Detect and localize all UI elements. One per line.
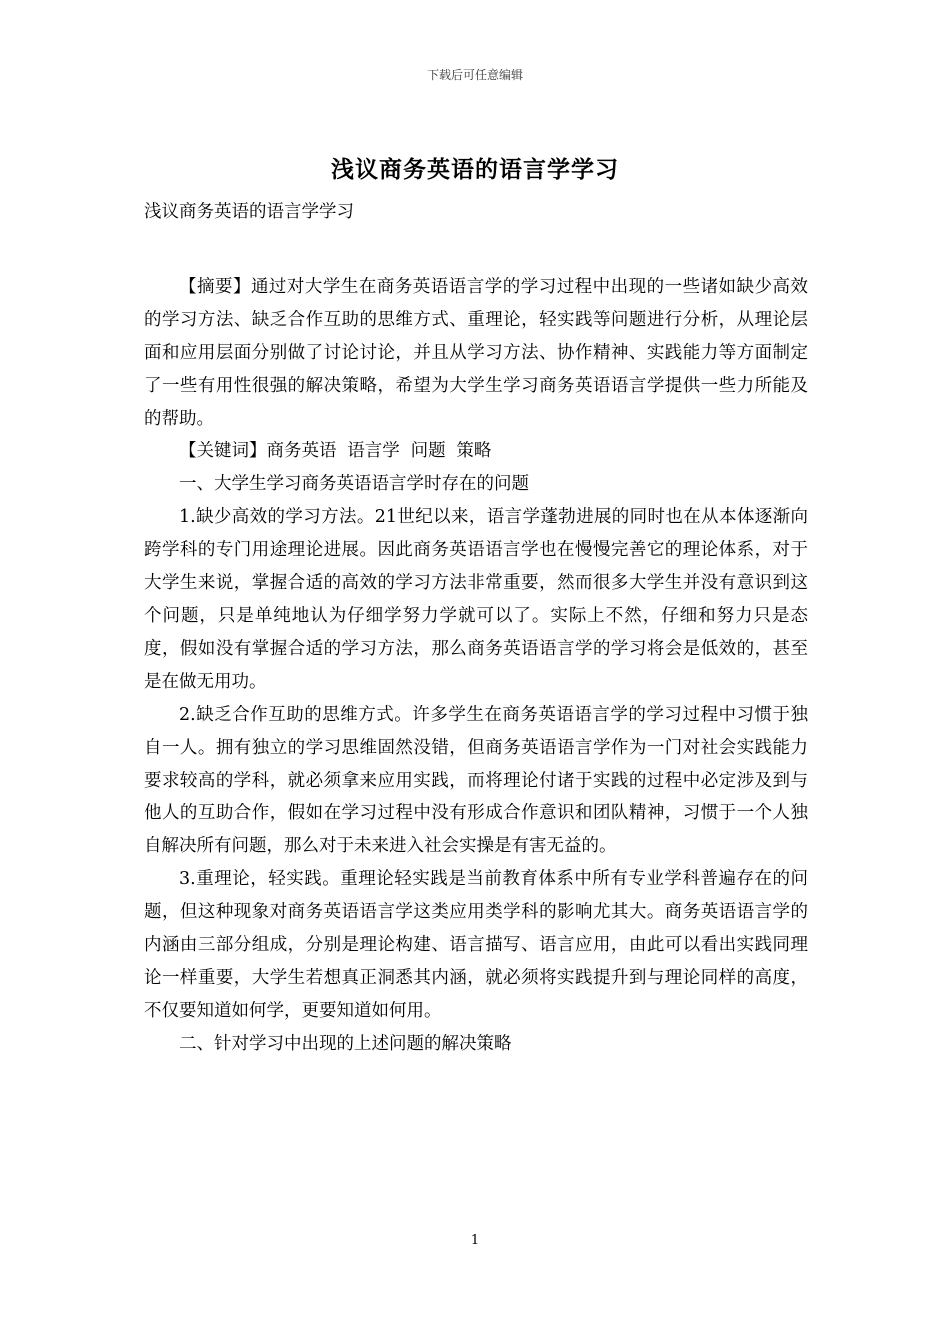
section-heading-1: 一、大学生学习商务英语语言学时存在的问题 [179, 474, 529, 495]
point-1-paragraph: 1.缺少高效的学习方法。21世纪以来，语言学蓬勃进展的同时也在从本体逐渐向跨学科的专门用途理论进展。因此商务英语语言学也在慢慢完善它的理论体系，对于大学生来说，掌握合适的高效的学习方法非常重要，然而很多大学生并没有意识到这个问题，只是单纯地认为仔细学努力学就可以了。实际上不然，仔细和努力只是态度，假如没有掌握合适的学习方法，那么商务英语语言学的学习将会是低效的，甚至是在做无用功。 [144, 507, 808, 692]
keywords-paragraph: 【关键词】商务英语 语言学 问题 策略 [179, 441, 492, 462]
document-title: 浅议商务英语的语言学学习 [331, 156, 619, 183]
document-body [144, 196, 808, 1061]
page-header: 下载后可任意编辑 [426, 68, 523, 82]
abstract-paragraph: 【摘要】通过对大学生在商务英语语言学的学习过程中出现的一些诸如缺少高效的学习方法、缺乏合作互助的思维方式、重理论，轻实践等问题进行分析，从理论层面和应用层面分别做了讨论讨论，并且从学习方法、协作精神、实践能力等方面制定了一些有用性很强的解决策略，希望为大学生学习商务英语语言学提供一些力所能及的帮助。 [144, 276, 808, 429]
point-2-paragraph: 2.缺乏合作互助的思维方式。许多学生在商务英语语言学的学习过程中习惯于独自一人。拥有独立的学习思维固然没错，但商务英语语言学作为一门对社会实践能力要求较高的学科，就必须拿来应用实践，而将理论付诸于实践的过程中必定涉及到与他人的互助合作，假如在学习过程中没有形成合作意识和团队精神，习惯于一个人独自解决所有问题，那么对于未来进入社会实操是有害无益的。 [144, 704, 808, 857]
section-heading-2: 二、针对学习中出现的上述问题的解决策略 [179, 1033, 512, 1054]
subtitle: 浅议商务英语的语言学学习 [144, 202, 354, 222]
point-3-paragraph: 3.重理论，轻实践。重理论轻实践是当前教育体系中所有专业学科普遍存在的问题，但这种现象对商务英语语言学这类应用类学科的影响尤其大。商务英语语言学的内涵由三部分组成，分别是理论构建、语言描写、语言应用，由此可以看出实践同理论一样重要，大学生若想真正洞悉其内涵，就必须将实践提升到与理论同样的高度，不仅要知道如何学，更要知道如何用。 [144, 869, 808, 1021]
page-number: 1 [470, 1233, 480, 1248]
spacer [144, 229, 808, 271]
